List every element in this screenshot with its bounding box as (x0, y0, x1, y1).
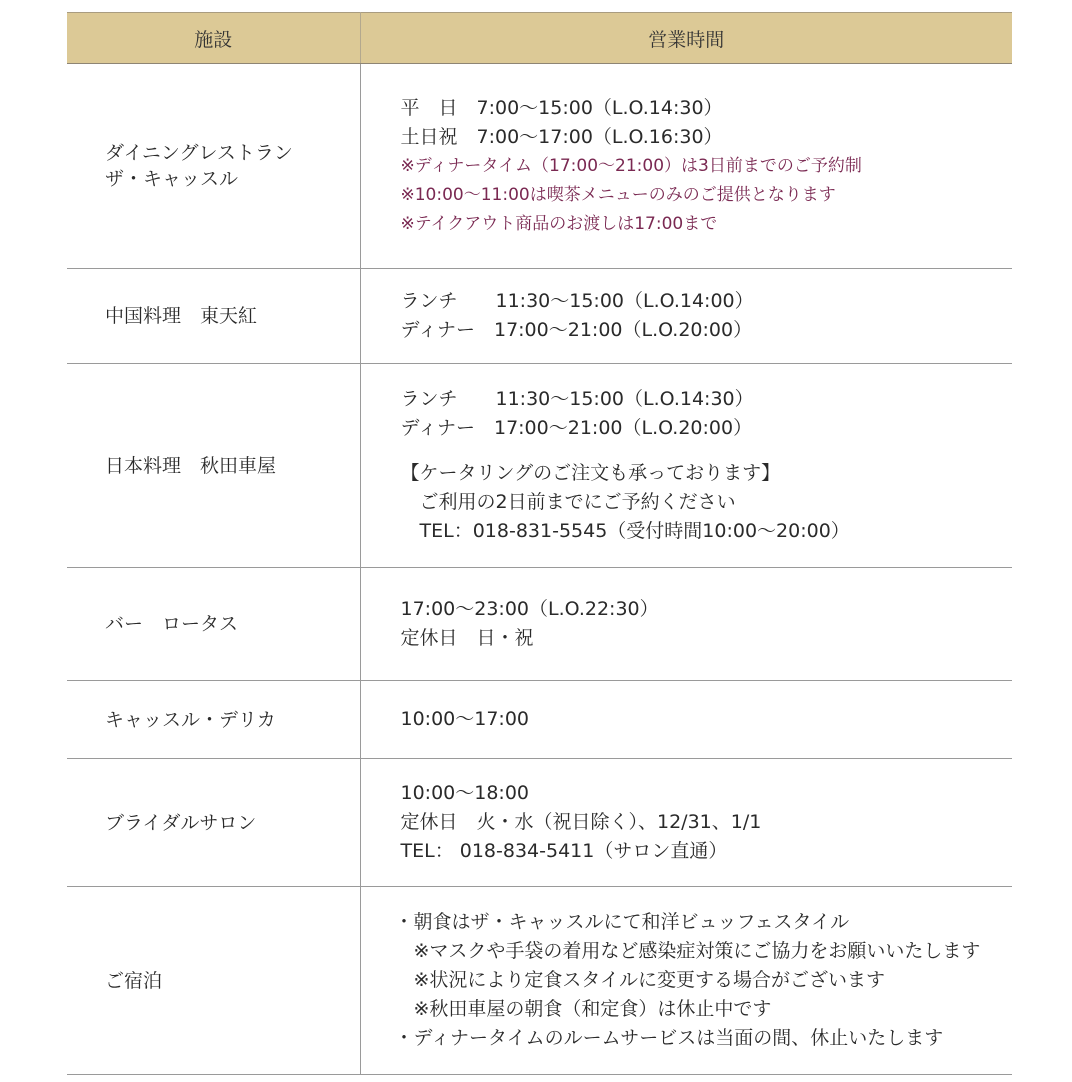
hours-line: TEL： 018-834-5411（サロン直通） (400, 840, 728, 862)
table-row (67, 568, 1012, 681)
spacer (401, 443, 1013, 459)
catering-line: TEL：018-831-5545（受付時間10:00〜20:00） (400, 520, 850, 542)
hours-cell (360, 681, 1012, 759)
hours-line: ランチ 11:30〜15:00（L.O.14:30） (400, 388, 754, 410)
hours-line: ディナー 17:00〜21:00（L.O.20:00） (400, 319, 753, 341)
hours-line: ※マスクや手袋の着用など感染症対策にご協力をお願いいたします (394, 940, 981, 962)
note-line: ※テイクアウト商品のお渡しは17:00まで (400, 213, 718, 234)
facility-name: バー ロータス (67, 568, 360, 681)
facility-name-line: ダイニングレストラン (105, 142, 293, 164)
hours-table (67, 12, 1012, 1075)
hours-cell (360, 887, 1012, 1075)
hours-line: 10:00〜18:00 (400, 782, 530, 804)
note-line: ※10:00〜11:00は喫茶メニューのみのご提供となります (400, 184, 836, 205)
hours-line: 10:00〜17:00 (400, 708, 530, 730)
facility-name: キャッスル・デリカ (67, 681, 360, 759)
header-facility: 施設 (67, 13, 360, 64)
hours-line: ディナー 17:00〜21:00（L.O.20:00） (400, 417, 753, 439)
facility-name: ご宿泊 (67, 887, 360, 1075)
hours-line: ※状況により定食スタイルに変更する場合がございます (394, 969, 886, 991)
header-hours: 営業時間 (360, 13, 1012, 64)
hours-cell (360, 759, 1012, 887)
hours-cell (360, 364, 1012, 568)
table-row (67, 364, 1012, 568)
hours-line: 平 日 7:00〜15:00（L.O.14:30） (400, 96, 723, 119)
note-line: ※ディナータイム（17:00〜21:00）は3日前までのご予約制 (400, 155, 862, 176)
catering-line: 【ケータリングのご注文も承っております】 (400, 462, 781, 484)
hours-line: 定休日 日・祝 (400, 627, 534, 649)
table-row (67, 681, 1012, 759)
table-row (67, 64, 1012, 269)
table-row (67, 887, 1012, 1075)
catering-line: ご利用の2日前までにご予約ください (400, 491, 736, 513)
hours-cell (360, 269, 1012, 364)
hours-line: ・朝食はザ・キャッスルにて和洋ビュッフェスタイル (394, 911, 850, 933)
hours-line: ※秋田車屋の朝食（和定食）は休止中です (394, 998, 772, 1020)
hours-line: ランチ 11:30〜15:00（L.O.14:00） (400, 290, 754, 312)
hours-line: 17:00〜23:00（L.O.22:30） (400, 598, 659, 620)
table-row (67, 759, 1012, 887)
hours-line: 土日祝 7:00〜17:00（L.O.16:30） (400, 125, 723, 148)
facility-name: 日本料理 秋田車屋 (67, 364, 360, 568)
hours-line: 定休日 火・水（祝日除く）、12/31、1/1 (400, 811, 762, 833)
facility-name: ブライダルサロン (67, 759, 360, 887)
facility-name-line: ザ・キャッスル (105, 168, 239, 190)
hours-cell (360, 64, 1012, 269)
facility-name (67, 64, 360, 269)
table-row (67, 269, 1012, 364)
facility-name: 中国料理 東天紅 (67, 269, 360, 364)
hours-line: ・ディナータイムのルームサービスは当面の間、休止いたします (394, 1027, 944, 1049)
table-header-row (67, 13, 1012, 64)
hours-cell (360, 568, 1012, 681)
